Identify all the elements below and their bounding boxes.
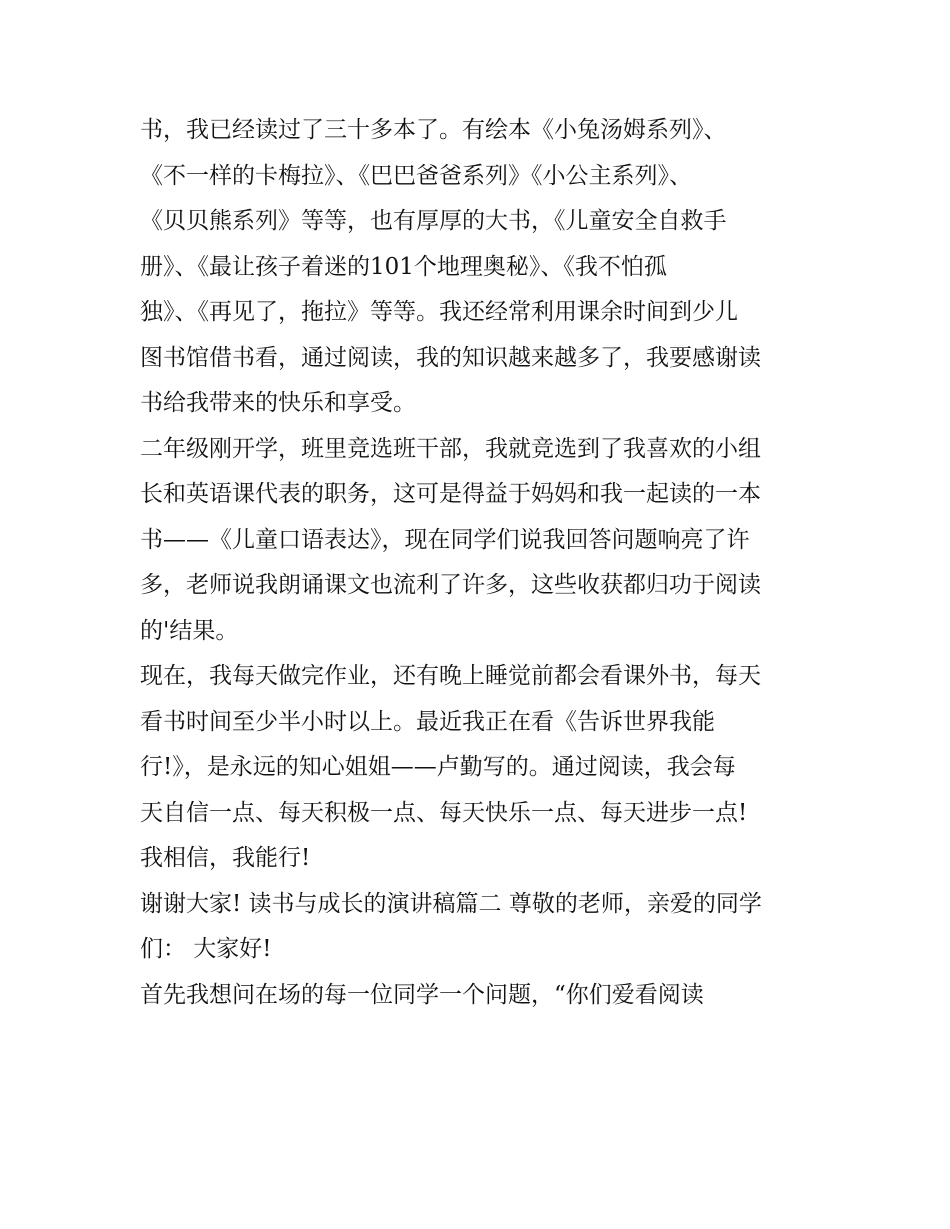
text-line: 的'结果。 <box>140 617 239 644</box>
text-line: 书给我带来的快乐和享受。 <box>140 390 416 416</box>
text-line: 二年级刚开学，班里竞选班干部，我就竞选到了我喜欢的小组 <box>140 435 761 462</box>
text-line: 长和英语课代表的职务，这可是得益于妈妈和我一起读的一本 <box>140 481 761 507</box>
text-line: 天自信一点、每天积极一点、每天快乐一点、每天进步一点! <box>140 799 748 826</box>
text-line: 书——《儿童口语表达》，现在同学们说我回答问题响亮了许 <box>140 526 750 553</box>
text-line: 谢谢大家! 读书与成长的演讲稿篇二 尊敬的老师，亲爱的同学 <box>140 890 762 917</box>
text-line: 书，我已经读过了三十多本了。有绘本《小兔汤姆系列》、 <box>140 117 727 143</box>
text-line: 多，老师说我朗诵课文也流利了许多，这些收获都归功于阅读 <box>140 572 761 598</box>
text-line: 我相信，我能行! <box>140 845 311 871</box>
text-line: 独》、《再见了，拖拉》等等。我还经常利用课余时间到少儿 <box>140 299 738 325</box>
text-line: 们： 大家好! <box>140 936 272 962</box>
text-line: 《不一样的卡梅拉》、《巴巴爸爸系列》《小公主系列》、 <box>140 162 692 189</box>
text-line: 看书时间至少半小时以上。最近我正在看《告诉世界我能 <box>140 708 715 735</box>
text-line: 图书馆借书看，通过阅读，我的知识越来越多了，我要感谢读 <box>140 344 761 371</box>
text-line: 行!》，是永远的知心姐姐——卢勤写的。通过阅读，我会每 <box>140 754 736 780</box>
text-line: 册》、《最让孩子着迷的101个地理奥秘》、《我不怕孤 <box>140 253 667 280</box>
text-line: 首先我想问在场的每一位同学一个问题，“你们爱看阅读 <box>140 981 704 1008</box>
text-line: 《贝贝熊系列》等等，也有厚厚的大书，《儿童安全自救手 <box>140 208 727 234</box>
body-text <box>140 108 820 1018</box>
text-line: 现在，我每天做完作业，还有晚上睡觉前都会看课外书，每天 <box>140 663 761 689</box>
